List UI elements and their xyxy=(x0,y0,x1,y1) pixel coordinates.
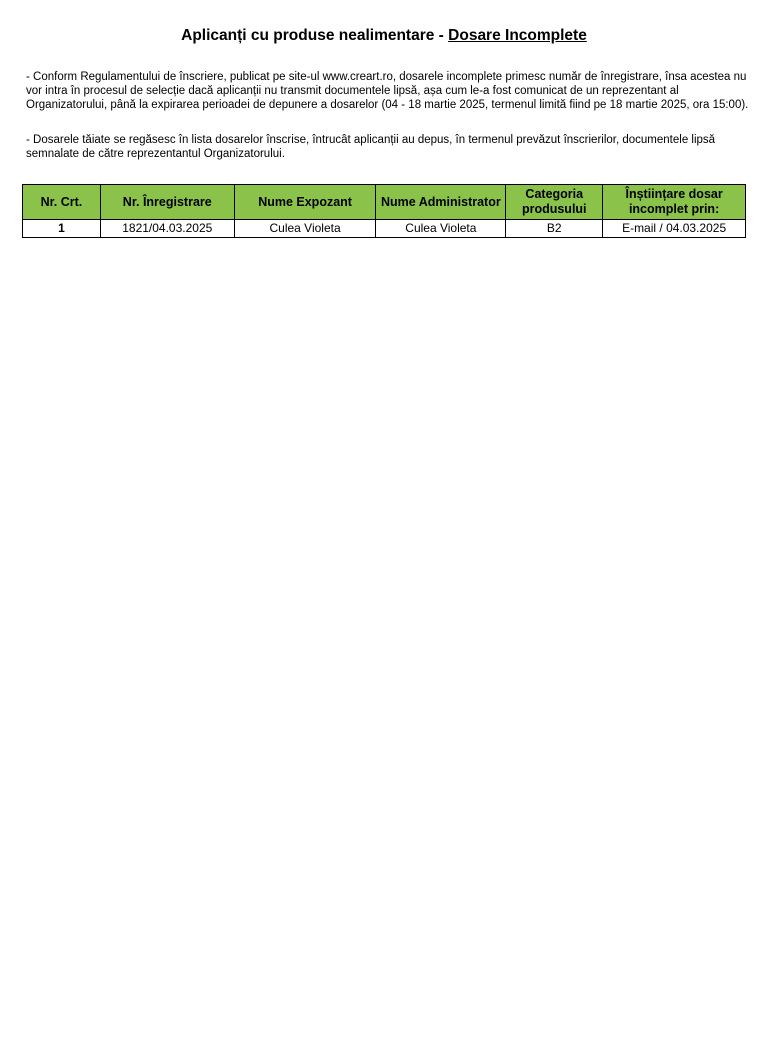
registration-note: - Conform Regulamentului de înscriere, publicat pe site-ul www.creart.ro, dosarele incomplete primesc număr de înregistrare, însa acestea nu vor intra în procesul de selecție dacă aplicanții nu transmit documentele lipsă, așa cum le-a fost comunicat de un reprezentant al Organizatorului, până la expirarea perioadei de depunere a dosarelor (04 - 18 martie 2025, termenul limită fiind pe 18 martie 2025, ora 15:00). xyxy=(26,71,749,111)
cell-instiintare: E-mail / 04.03.2025 xyxy=(603,220,746,238)
cell-nr-crt: 1 xyxy=(23,220,101,238)
strikethrough-note: - Dosarele tăiate se regăsesc în lista dosarelor înscrise, întrucât aplicanții au depus, în termenul prevăzut înscrierilor, documentele lipsă semnalate de către reprezentantul Organizatorului. xyxy=(26,134,716,160)
cell-nume-expozant: Culea Violeta xyxy=(234,220,376,238)
title-prefix: Aplicanți cu produse nealimentare - xyxy=(181,27,449,44)
cell-nume-administrator: Culea Violeta xyxy=(376,220,506,238)
incomplete-files-table xyxy=(22,184,746,238)
cell-nr-inregistrare: 1821/04.03.2025 xyxy=(100,220,234,238)
header-nume-administrator: Nume Administrator xyxy=(376,185,506,220)
header-nr-crt: Nr. Crt. xyxy=(23,185,101,220)
page-title xyxy=(0,26,768,46)
title-underlined: Dosare Incomplete xyxy=(448,27,587,44)
header-instiintare: Înștiințare dosar incomplet prin: xyxy=(603,185,746,220)
header-categoria-produsului: Categoria produsului xyxy=(506,185,603,220)
table-header-row xyxy=(23,185,746,220)
table-row xyxy=(23,220,746,238)
header-nume-expozant: Nume Expozant xyxy=(234,185,376,220)
header-nr-inregistrare: Nr. Înregistrare xyxy=(100,185,234,220)
cell-categoria-produsului: B2 xyxy=(506,220,603,238)
